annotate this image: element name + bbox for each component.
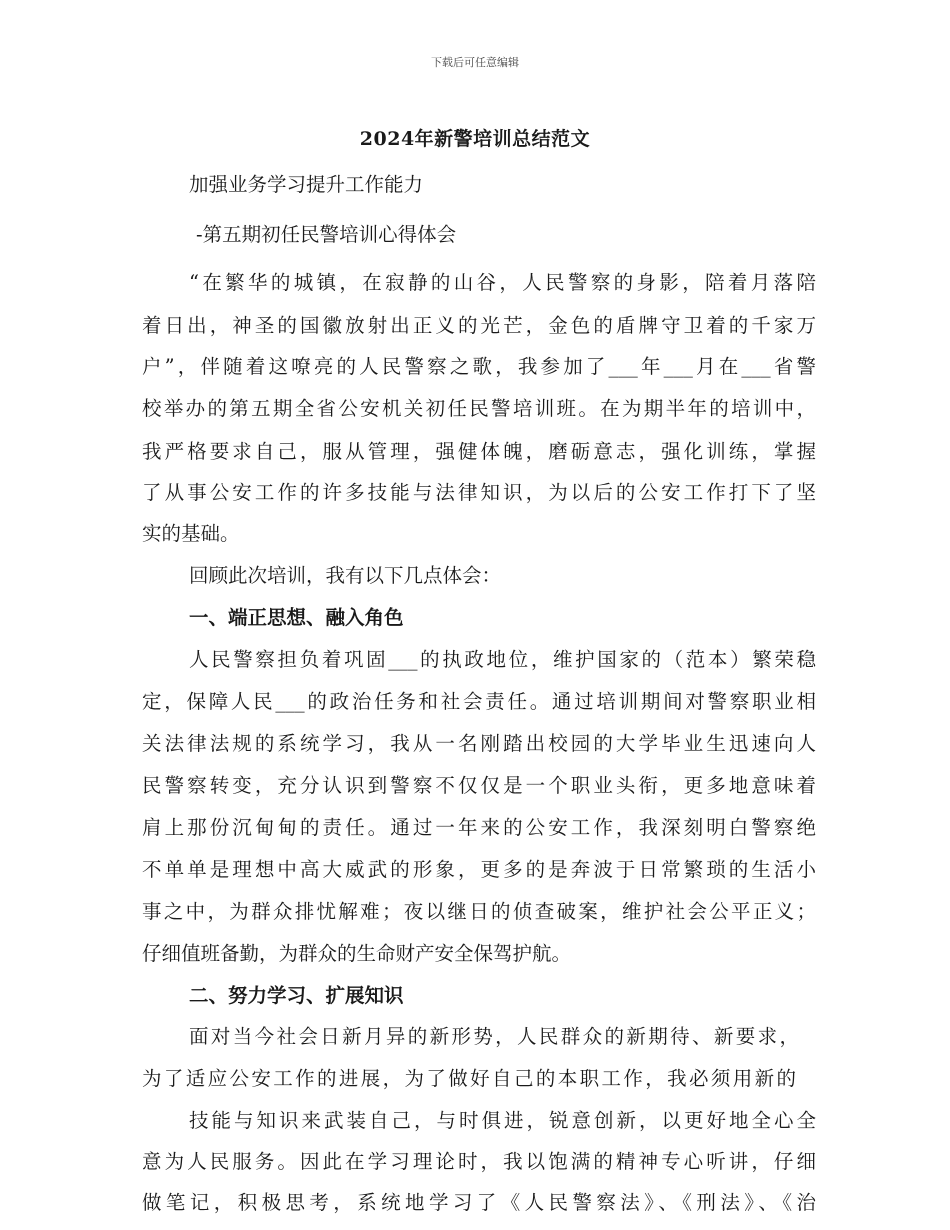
subtitle-line: 加强业务学习提升工作能力 xyxy=(189,173,424,196)
paragraph-line: 仔细值班备勤，为群众的生命财产安全保驾护航。 xyxy=(142,942,572,965)
paragraph-line: 校举办的第五期全省公安机关初任民警培训班。在为期半年的培训中， xyxy=(142,397,816,420)
paragraph-line: 技能与知识来武装自己，与时俱进，锐意创新，以更好地全心全 xyxy=(189,1109,816,1132)
paragraph-line: 户”，伴随着这嘹亮的人民警察之歌，我参加了___年___月在___省警 xyxy=(142,355,816,378)
paragraph-line: 做笔记，积极思考，系统地学习了《人民警察法》、《刑法》、《治 xyxy=(142,1191,816,1214)
paragraph-line: 定，保障人民___的政治任务和社会责任。通过培训期间对警察职业相 xyxy=(142,690,816,713)
paragraph-line: 肩上那份沉甸甸的责任。通过一年来的公安工作，我深刻明白警察绝 xyxy=(142,816,816,839)
page-header-note: 下载后可任意编辑 xyxy=(431,56,519,69)
paragraph-line: 为了适应公安工作的进展，为了做好自己的本职工作，我必须用新的 xyxy=(142,1067,796,1090)
paragraph-line: 面对当今社会日新月异的新形势，人民群众的新期待、新要求， xyxy=(189,1025,799,1048)
paragraph-line: 民警察转变，充分认识到警察不仅仅是一个职业头衔，更多地意味着 xyxy=(142,774,816,797)
section-heading: 二、努力学习、扩展知识 xyxy=(189,984,404,1007)
paragraph-line: “在繁华的城镇，在寂静的山谷，人民警察的身影，陪着月落陪 xyxy=(189,271,816,294)
paragraph-line: 不单单是理想中高大威武的形象，更多的是奔波于日常繁琐的生活小 xyxy=(142,858,816,881)
document-title: 2024年新警培训总结范文 xyxy=(359,128,591,150)
paragraph-line: 着日出，神圣的国徽放射出正义的光芒，金色的盾牌守卫着的千家万 xyxy=(142,314,816,337)
paragraph-line: 人民警察担负着巩固___的执政地位，维护国家的（范本）繁荣稳 xyxy=(189,648,816,671)
paragraph-line: 事之中，为群众排忧解难；夜以继日的侦查破案，维护社会公平正义； xyxy=(142,900,816,923)
paragraph-line: 意为人民服务。因此在学习理论时，我以饱满的精神专心听讲，仔细 xyxy=(142,1150,816,1173)
paragraph-line: 回顾此次培训，我有以下几点体会： xyxy=(189,564,502,587)
paragraph-line: 了从事公安工作的许多技能与法律知识，为以后的公安工作打下了坚 xyxy=(142,481,816,504)
paragraph-line: 我严格要求自己，服从管理，强健体魄，磨砺意志，强化训练，掌握 xyxy=(142,440,816,463)
subtitle-line: -第五期初任民警培训心得体会 xyxy=(196,223,457,246)
paragraph-line: 实的基础。 xyxy=(142,522,240,545)
section-heading: 一、端正思想、融入角色 xyxy=(189,606,404,629)
paragraph-line: 关法律法规的系统学习，我从一名刚踏出校园的大学毕业生迅速向人 xyxy=(142,732,816,755)
